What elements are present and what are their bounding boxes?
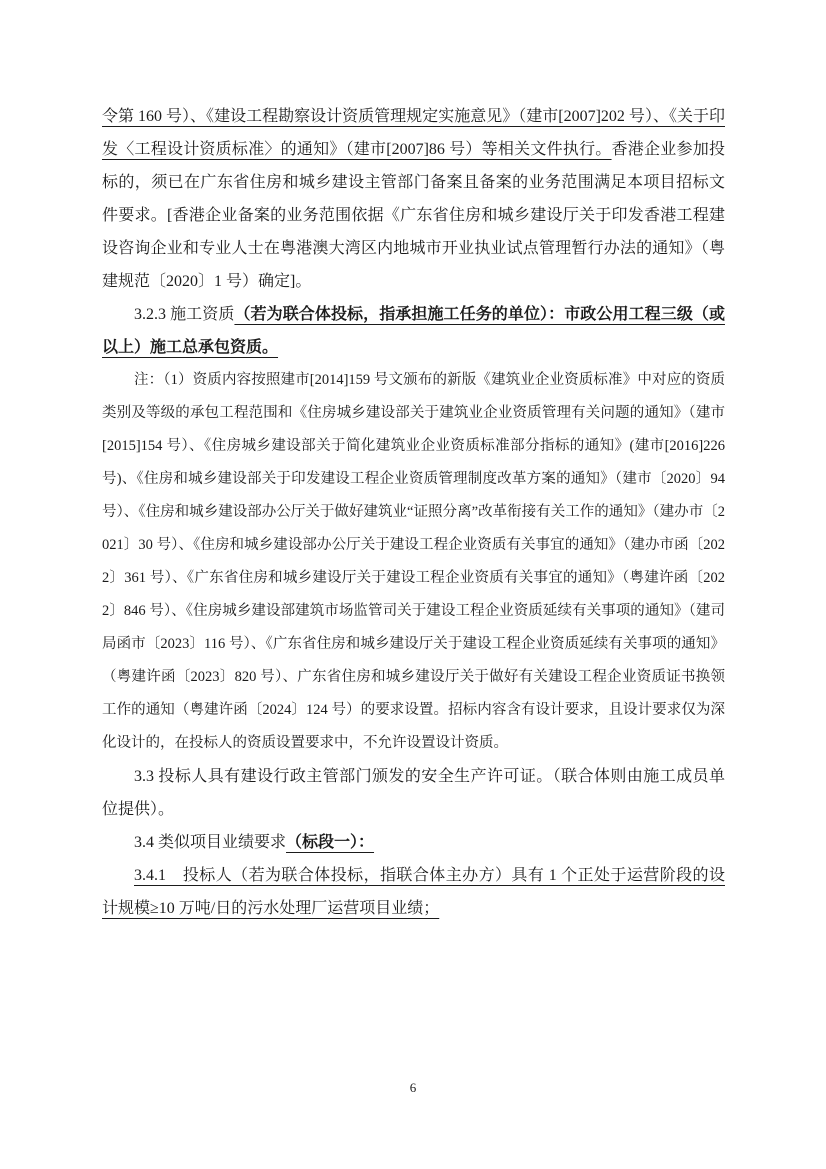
clause-3-2-3-construction-qualification (102, 298, 725, 364)
qualification-note (102, 364, 729, 760)
text-segment: 令第 160 号）、《建设工程勘察设计资质管理规定实施意见》（建市[2007]202 号）、《关于印发〈工程设计资质标准〉的通知》（建市[2007]86 号）等相关文件执行。 (102, 108, 725, 158)
clause-3-3-safety-production-license (102, 760, 725, 826)
clause-3-4-performance-requirement (102, 826, 725, 859)
text-segment: 3.3 投标人具有建设行政主管部门颁发的安全生产许可证。（联合体则由施工成员单位提供）。 (102, 768, 725, 818)
text-segment: 3.4 类似项目业绩要求 (134, 834, 287, 851)
text-segment: （标段一）： (286, 834, 375, 851)
text-segment: 3.2.3 施工资质 (134, 306, 235, 323)
clause-3-2-2-continuation (102, 100, 725, 298)
clause-3-4-1-operation-performance (102, 859, 725, 925)
document-body (102, 100, 729, 925)
text-segment: 3.4.1 投标人（若为联合体投标，指联合体主办方）具有 1 个正处于运营阶段的设计规模≥10 万吨/日的污水处理厂运营项目业绩； (102, 867, 725, 917)
page-number: 6 (409, 1080, 417, 1095)
text-segment: 注：（1）资质内容按照建市[2014]159 号文颁布的新版《建筑业企业资质标准》中对应的资质类别及等级的承包工程范围和《住房城乡建设部关于建筑业企业资质管理有关问题的通知》（建市[2015]154 号）、《住房城乡建设部关于简化建筑业企业资质标准部分指标的通知》(建市[2016]226 号)、《住房和城乡建设部关于印发建设工程企业资质管理制度改革方案的通知》（建市〔2020〕94 号）、《住房和城乡建设部办公厅关于做好建筑业“证照分离”改革衔接有关工作的通知》（建办市〔2021〕30 号）、《住房和城乡建设部办公厅关于建设工程企业资质有关事宜的通知》（建办市函〔2022〕361 号）、《广东省住房和城乡建设厅关于建设工程企业资质有关事宜的通知》（粤建许函〔2022〕846 号）、《住房城乡建设部建筑市场监管司关于建设工程企业资质延续有关事项的通知》（建司局函市〔2023〕116 号）、《广东省住房和城乡建设厅关于建设工程企业资质延续有关事项的通知》（粤建许函〔2023〕820 号）、广东省住房和城乡建设厅关于做好有关建设工程企业资质证书换领工作的通知（粤建许函〔2024〕124 号）的要求设置。招标内容含有设计要求，且设计要求仅为深化设计的，在投标人的资质设置要求中，不允许设置设计资质。 (102, 372, 729, 751)
text-segment: （若为联合体投标，指承担施工任务的单位）：市政公用工程三级（或以上）施工总承包资质。 (102, 306, 725, 356)
text-segment: 香港企业参加投标的，须已在广东省住房和城乡建设主管部门备案且备案的业务范围满足本项目招标文件要求。[香港企业备案的业务范围依据《广东省住房和城乡建设厅关于印发香港工程建设咨询企业和专业人士在粤港澳大湾区内地城市开业执业试点管理暂行办法的通知》（粤建规范〔2020〕1 号）确定]。 (102, 141, 725, 290)
